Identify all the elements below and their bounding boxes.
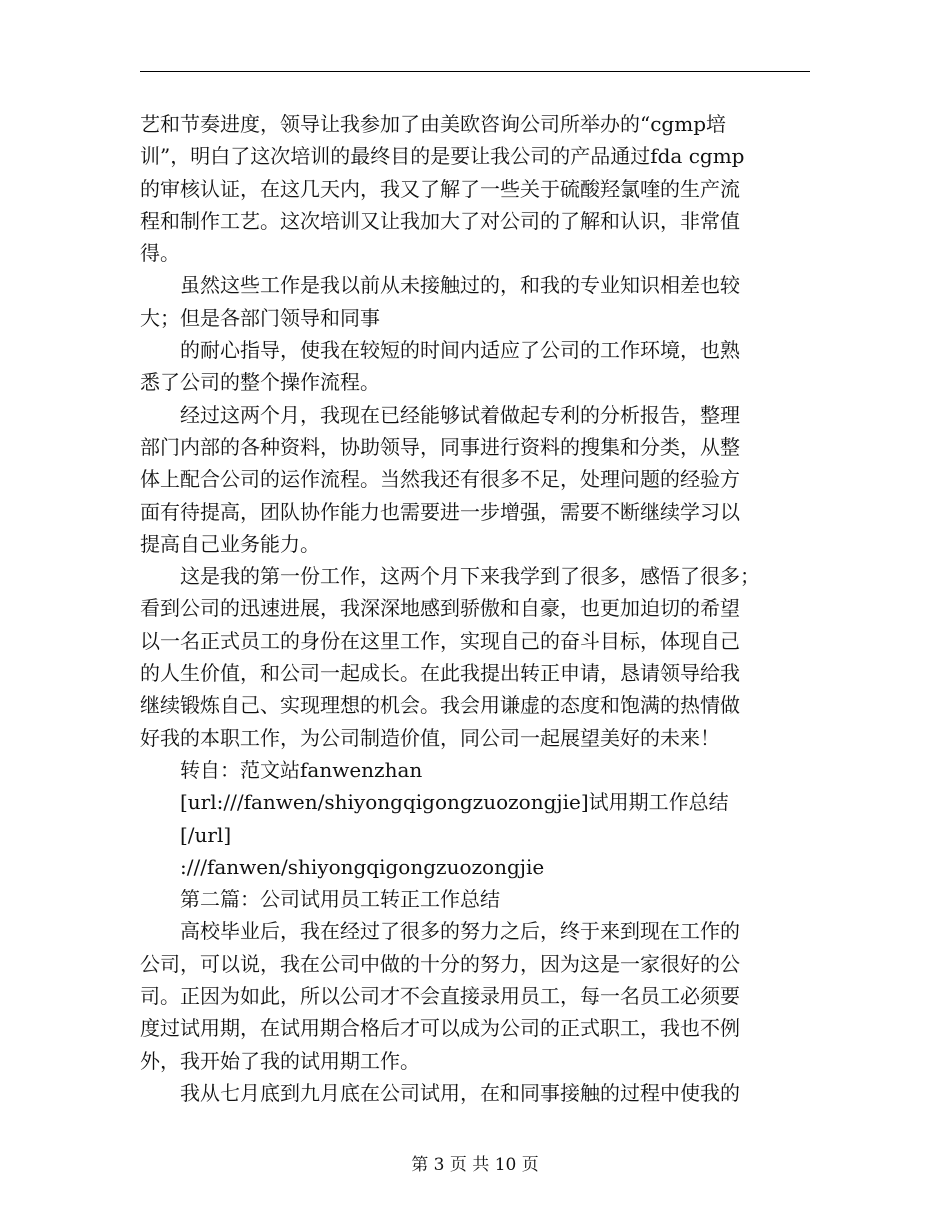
text-line: 司。正因为如此，所以公司才不会直接录用员工，每一名员工必须要 [140, 984, 740, 1009]
text-line: 第二篇：公司试用员工转正工作总结 [180, 887, 500, 912]
text-line: 以一名正式员工的身份在这里工作，实现自己的奋斗目标，体现自己 [140, 628, 740, 653]
text-line: 的人生价值，和公司一起成长。在此我提出转正申请，恳请领导给我 [140, 661, 740, 686]
text-line: 公司，可以说，我在公司中做的十分的努力，因为这是一家很好的公 [140, 951, 740, 976]
text-line: 面有待提高，团队协作能力也需要进一步增强，需要不断继续学习以 [140, 499, 740, 524]
document-body [140, 108, 810, 1109]
text-line: 提高自己业务能力。 [140, 531, 320, 556]
text-line: 好我的本职工作，为公司制造价值，同公司一起展望美好的未来！ [140, 725, 720, 750]
text-line: 这是我的第一份工作，这两个月下来我学到了很多，感悟了很多； [180, 564, 760, 589]
text-line: 大；但是各部门领导和同事 [140, 305, 380, 330]
text-line: 看到公司的迅速进展，我深深地感到骄傲和自豪，也更加迫切的希望 [140, 596, 740, 621]
text-line: 的耐心指导，使我在较短的时间内适应了公司的工作环境，也熟 [180, 338, 740, 363]
text-line: 经过这两个月，我现在已经能够试着做起专利的分析报告，整理 [180, 402, 740, 427]
text-line: 继续锻炼自己、实现理想的机会。我会用谦虚的态度和饱满的热情做 [140, 693, 740, 718]
text-line: 部门内部的各种资料，协助领导，同事进行资料的搜集和分类，从整 [140, 434, 740, 459]
text-line: 高校毕业后，我在经过了很多的努力之后，终于来到现在工作的 [180, 919, 740, 944]
text-line: 转自：范文站fanwenzhan [180, 757, 423, 782]
text-line: 外，我开始了我的试用期工作。 [140, 1048, 420, 1073]
text-line: 体上配合公司的运作流程。当然我还有很多不足，处理问题的经验方 [140, 467, 740, 492]
text-line: 虽然这些工作是我以前从未接触过的，和我的专业知识相差也较 [180, 273, 740, 298]
text-line: 训”，明白了这次培训的最终目的是要让我公司的产品通过fda cgmp [140, 144, 745, 169]
text-line: 悉了公司的整个操作流程。 [140, 370, 380, 395]
header-rule [140, 71, 810, 72]
text-line: 我从七月底到九月底在公司试用，在和同事接触的过程中使我的 [180, 1080, 740, 1105]
page-footer: 第 3 页 共 10 页 [411, 1155, 539, 1175]
text-line: :///fanwen/shiyongqigongzuozongjie [180, 854, 545, 879]
text-line: 艺和节奏进度，领导让我参加了由美欧咨询公司所举办的“cgmp培 [140, 112, 726, 136]
text-line: 度过试用期，在试用期合格后才可以成为公司的正式职工，我也不例 [140, 1016, 740, 1041]
text-line: 得。 [140, 241, 180, 266]
text-line: 的审核认证，在这几天内，我又了解了一些关于硫酸羟氯喹的生产流 [140, 176, 740, 201]
text-line: 程和制作工艺。这次培训又让我加大了对公司的了解和认识，非常值 [140, 208, 740, 233]
text-line: [url:///fanwen/shiyongqigongzuozongjie]试用期工作总结 [180, 790, 729, 815]
text-line: [/url] [180, 822, 232, 847]
